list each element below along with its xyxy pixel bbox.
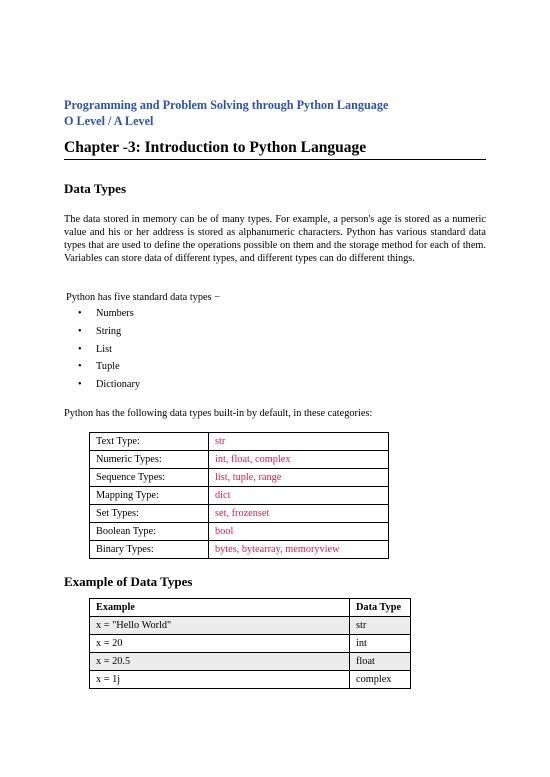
type-label: Mapping Type: bbox=[90, 487, 209, 505]
builtin-types-table bbox=[89, 432, 389, 559]
example-type: int bbox=[350, 635, 411, 653]
table-row bbox=[90, 671, 411, 689]
list-item: • Dictionary bbox=[78, 379, 141, 391]
table-row bbox=[90, 635, 411, 653]
list-item: • Numbers bbox=[78, 308, 134, 319]
chapter-title: Chapter -3: Introduction to Python Language bbox=[64, 138, 486, 160]
bullet-icon: • bbox=[78, 325, 82, 337]
type-values: bytes, bytearray, memoryview bbox=[209, 541, 389, 559]
type-label: Binary Types: bbox=[90, 541, 209, 559]
table-row bbox=[90, 653, 411, 671]
table-row bbox=[90, 451, 389, 469]
type-label: Text Type: bbox=[90, 433, 209, 451]
example-code: x = 20 bbox=[90, 635, 350, 653]
table-row bbox=[90, 433, 389, 451]
type-values: dict bbox=[209, 487, 389, 505]
table-row bbox=[90, 617, 411, 635]
type-label: Boolean Type: bbox=[90, 523, 209, 541]
type-values: list, tuple, range bbox=[209, 469, 389, 487]
type-label: Sequence Types: bbox=[90, 469, 209, 487]
builtin-types-intro: Python has the following data types built-in by default, in these categories: bbox=[64, 408, 373, 419]
table-row bbox=[90, 469, 389, 487]
data-types-heading: Data Types bbox=[64, 181, 126, 196]
list-item: • List bbox=[78, 343, 113, 355]
example-table bbox=[89, 598, 411, 689]
column-header-example: Example bbox=[90, 599, 350, 617]
bullet-icon: • bbox=[78, 361, 82, 373]
table-row bbox=[90, 487, 389, 505]
data-types-paragraph: The data stored in memory can be of many types. For example, a person's age is stored as a numeric value and his or her address is stored as alphanumeric characters. Python has various standard data types that are used to define the operations possible on them and the storage method for each of them. Variables can store data of different types, and different types can do different things. bbox=[64, 214, 486, 265]
list-item: • String bbox=[78, 325, 122, 337]
example-code: x = "Hello World" bbox=[90, 617, 350, 635]
table-header-row bbox=[90, 599, 411, 617]
example-type: complex bbox=[350, 671, 411, 689]
bullet-icon: • bbox=[78, 308, 82, 319]
header-course-title: Programming and Problem Solving through Python Language bbox=[64, 98, 389, 112]
type-label: Numeric Types: bbox=[90, 451, 209, 469]
bullet-icon: • bbox=[78, 343, 82, 355]
table-row bbox=[90, 541, 389, 559]
example-type: float bbox=[350, 653, 411, 671]
example-type: str bbox=[350, 617, 411, 635]
type-values: str bbox=[209, 433, 389, 451]
example-code: x = 1j bbox=[90, 671, 350, 689]
type-label: Set Types: bbox=[90, 505, 209, 523]
table-row bbox=[90, 505, 389, 523]
bullet-icon: • bbox=[78, 379, 82, 391]
type-values: set, frozenset bbox=[209, 505, 389, 523]
type-values: bool bbox=[209, 523, 389, 541]
document-header bbox=[64, 97, 388, 129]
standard-types-list bbox=[78, 307, 140, 396]
standard-types-intro: Python has five standard data types − bbox=[66, 292, 220, 303]
column-header-data-type: Data Type bbox=[350, 599, 411, 617]
header-level: O Level / A Level bbox=[64, 114, 154, 128]
example-code: x = 20.5 bbox=[90, 653, 350, 671]
type-values: int, float, complex bbox=[209, 451, 389, 469]
example-heading: Example of Data Types bbox=[64, 574, 193, 589]
table-row bbox=[90, 523, 389, 541]
list-item: • Tuple bbox=[78, 361, 120, 373]
